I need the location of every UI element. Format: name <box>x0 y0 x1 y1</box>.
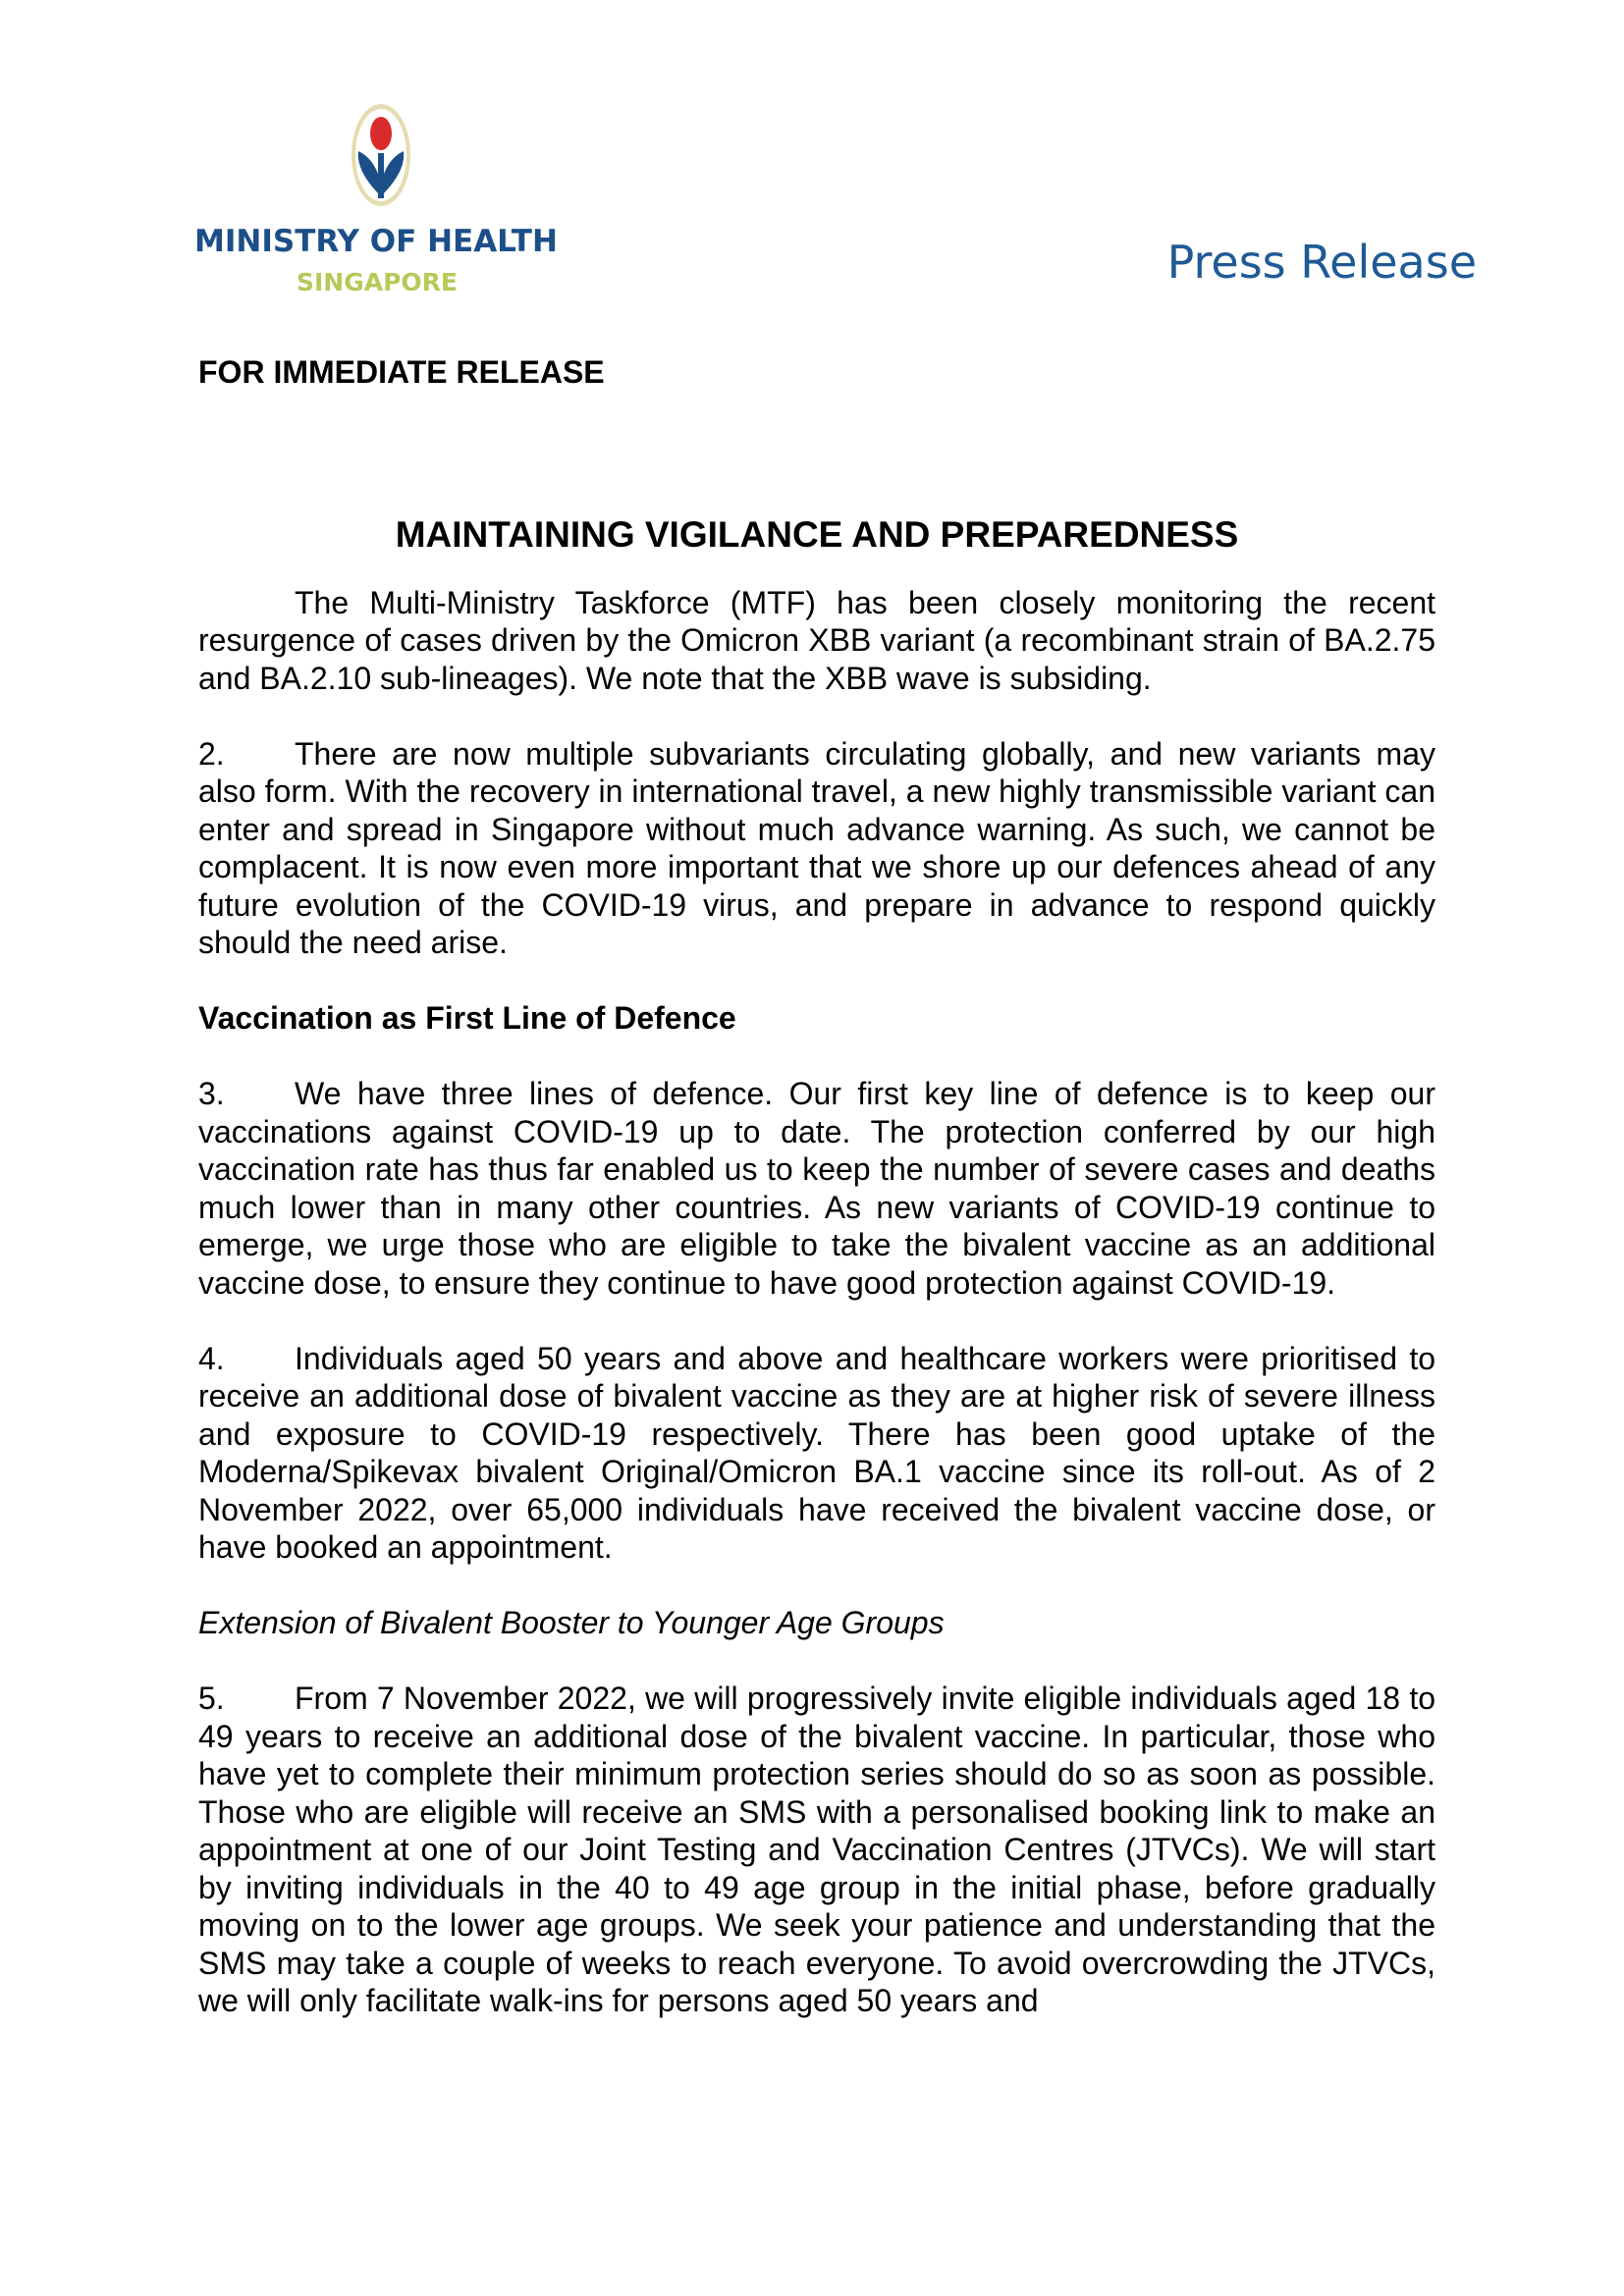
paragraph-2 <box>198 735 1435 962</box>
paragraph-3 <box>198 1075 1435 1302</box>
paragraph-number: 2. <box>198 735 225 772</box>
document-title: MAINTAINING VIGILANCE AND PREPAREDNESS <box>395 513 1239 555</box>
document-body <box>198 353 1435 2020</box>
moh-logo <box>194 94 558 306</box>
paragraph-text: Individuals aged 50 years and above and healthcare workers were prioritised to receive an additional dose of bivalent vaccine as they are at higher risk of severe illness and exposure to COVID-19 respectively. There has been good uptake of the Moderna/Spikevax bivalent Original/Omicron BA.1 vaccine since its roll-out. As of 2 November 2022, over 65,000 individuals have received the bivalent vaccine dose, or have booked an appointment. <box>198 1340 1435 1565</box>
section-heading: Vaccination as First Line of Defence <box>198 1000 736 1036</box>
release-label: FOR IMMEDIATE RELEASE <box>198 354 605 390</box>
paragraph-text: From 7 November 2022, we will progressively invite eligible individuals aged 18 to 49 years to receive an additional dose of the bivalent vaccine. In particular, those who have yet to complete their minimum protection series should do so as soon as possible. Those who are eligible will receive an SMS with a personalised booking link to make an appointment at one of our Joint Testing and Vaccination Centres (JTVCs). We will start by inviting individuals in the 40 to 49 age group in the initial phase, before gradually moving on to the lower age groups. We seek your patience and understanding that the SMS may take a couple of weeks to reach everyone. To avoid overcrowding the JTVCs, we will only facilitate walk-ins for persons aged 50 years and <box>198 1681 1435 2018</box>
paragraph-number: 5. <box>198 1681 225 1716</box>
paragraph-text: We have three lines of defence. Our first key line of defence is to keep our vaccinations against COVID-19 up to date. The protection conferred by our high vaccination rate has thus far enabled us to keep the number of severe cases and deaths much lower than in many other countries. As new variants of COVID-19 continue to emerge, we urge those who are eligible to take the bivalent vaccine as an additional vaccine dose, to ensure they continue to have good protection against COVID-19. <box>198 1076 1435 1301</box>
moh-emblem-icon <box>332 94 430 222</box>
press-release-label: Press Release <box>1166 236 1477 289</box>
logo-text-singapore: SINGAPORE <box>297 268 459 296</box>
subsection-heading: Extension of Bivalent Booster to Younger Age Groups <box>198 1605 945 1640</box>
paragraph-4 <box>198 1340 1435 1567</box>
intro-paragraph: The Multi-Ministry Taskforce (MTF) has been closely monitoring the recent resurgence of cases driven by the Omicron XBB variant (a recombinant strain of BA.2.75 and BA.2.10 sub-lineages). We note that the XBB wave is subsiding. <box>198 584 1435 696</box>
paragraph-5 <box>198 1680 1435 2020</box>
paragraph-number: 4. <box>198 1340 225 1376</box>
logo-text-ministry: MINISTRY OF HEALTH <box>194 224 558 259</box>
paragraph-number: 3. <box>198 1076 225 1111</box>
paragraph-text: There are now multiple subvariants circulating globally, and new variants may also form. With the recovery in international travel, a new highly transmissible variant can enter and spread in Singapore without much advance warning. As such, we cannot be complacent. It is now even more important that we shore up our defences ahead of any future evolution of the COVID-19 virus, and prepare in advance to respond quickly should the need arise. <box>198 735 1435 960</box>
